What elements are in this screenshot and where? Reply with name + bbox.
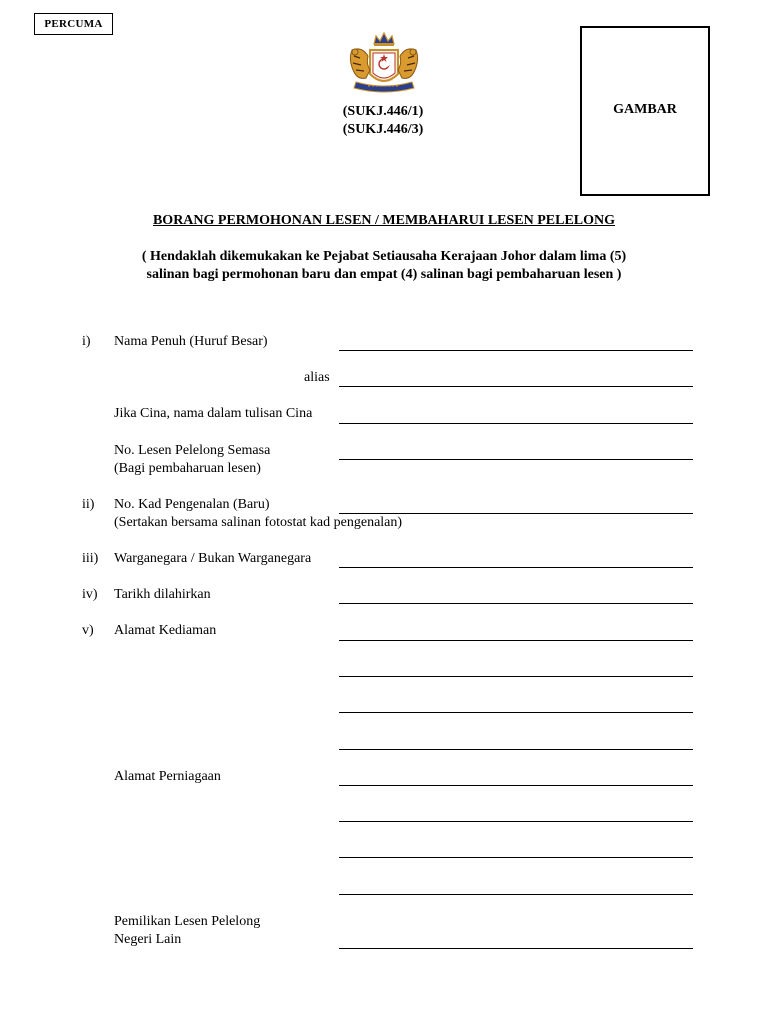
alias-label: alias: [304, 370, 330, 385]
alamat-perniagaan-label: Alamat Perniagaan: [114, 769, 221, 784]
item-number-iii: iii): [82, 551, 99, 566]
tarikh-label: Tarikh dilahirkan: [114, 587, 211, 602]
lesen-label: [114, 442, 270, 478]
nama-field-line[interactable]: [339, 350, 693, 351]
pemilikan-label-line-2: Negeri Lain: [114, 932, 182, 947]
percuma-badge: PERCUMA: [34, 13, 113, 35]
lesen-field-line[interactable]: [339, 459, 693, 460]
kp-field-line[interactable]: [339, 513, 693, 514]
warga-label: Warganegara / Bukan Warganegara: [114, 551, 312, 566]
alamat-kediaman-label: Alamat Kediaman: [114, 623, 217, 638]
johor-crest-logo: [340, 30, 428, 102]
pemilikan-label: [114, 913, 260, 949]
kp-label-line-1: No. Kad Pengenalan (Baru): [114, 497, 270, 512]
alamat-kediaman-line-3[interactable]: [339, 712, 693, 713]
tarikh-field-line[interactable]: [339, 603, 693, 604]
alamat-perniagaan-line-4[interactable]: [339, 894, 693, 895]
item-number-iv: iv): [82, 587, 98, 602]
nama-label: Nama Penuh (Huruf Besar): [114, 334, 268, 349]
pemilikan-label-line-1: Pemilikan Lesen Pelelong: [114, 914, 261, 929]
kp-label: [114, 496, 402, 532]
warga-field-line[interactable]: [339, 567, 693, 568]
subtitle-line-1: ( Hendaklah dikemukakan ke Pejabat Setiausaha Kerajaan Johor dalam lima (5): [141, 249, 627, 264]
cina-label: Jika Cina, nama dalam tulisan Cina: [114, 406, 313, 421]
form-ref-1: (SUKJ.446/1): [342, 104, 424, 119]
item-number-i: i): [82, 334, 91, 349]
lesen-label-line-1: No. Lesen Pelelong Semasa: [114, 443, 271, 458]
photo-box: [580, 26, 710, 196]
cina-field-line[interactable]: [339, 423, 693, 424]
kp-label-line-2: (Sertakan bersama salinan fotostat kad pengenalan): [114, 515, 403, 530]
form-ref-2: (SUKJ.446/3): [342, 122, 424, 137]
photo-label: GAMBAR: [613, 102, 677, 117]
subtitle-line-2: salinan bagi permohonan baru dan empat (4) salinan bagi pembaharuan lesen ): [146, 267, 622, 282]
alamat-perniagaan-line-2[interactable]: [339, 821, 693, 822]
alamat-perniagaan-line-3[interactable]: [339, 857, 693, 858]
alamat-kediaman-line-2[interactable]: [339, 676, 693, 677]
alamat-kediaman-line-1[interactable]: [339, 640, 693, 641]
item-number-ii: ii): [82, 497, 95, 512]
alias-field-line[interactable]: [339, 386, 693, 387]
lesen-label-line-2: (Bagi pembaharuan lesen): [114, 461, 261, 476]
item-number-v: v): [82, 623, 94, 638]
pemilikan-field-line[interactable]: [339, 948, 693, 949]
alamat-perniagaan-line-1[interactable]: [339, 785, 693, 786]
form-title: BORANG PERMOHONAN LESEN / MEMBAHARUI LESEN PELELONG: [152, 213, 616, 228]
form-references: [300, 103, 466, 139]
alamat-kediaman-line-4[interactable]: [339, 749, 693, 750]
